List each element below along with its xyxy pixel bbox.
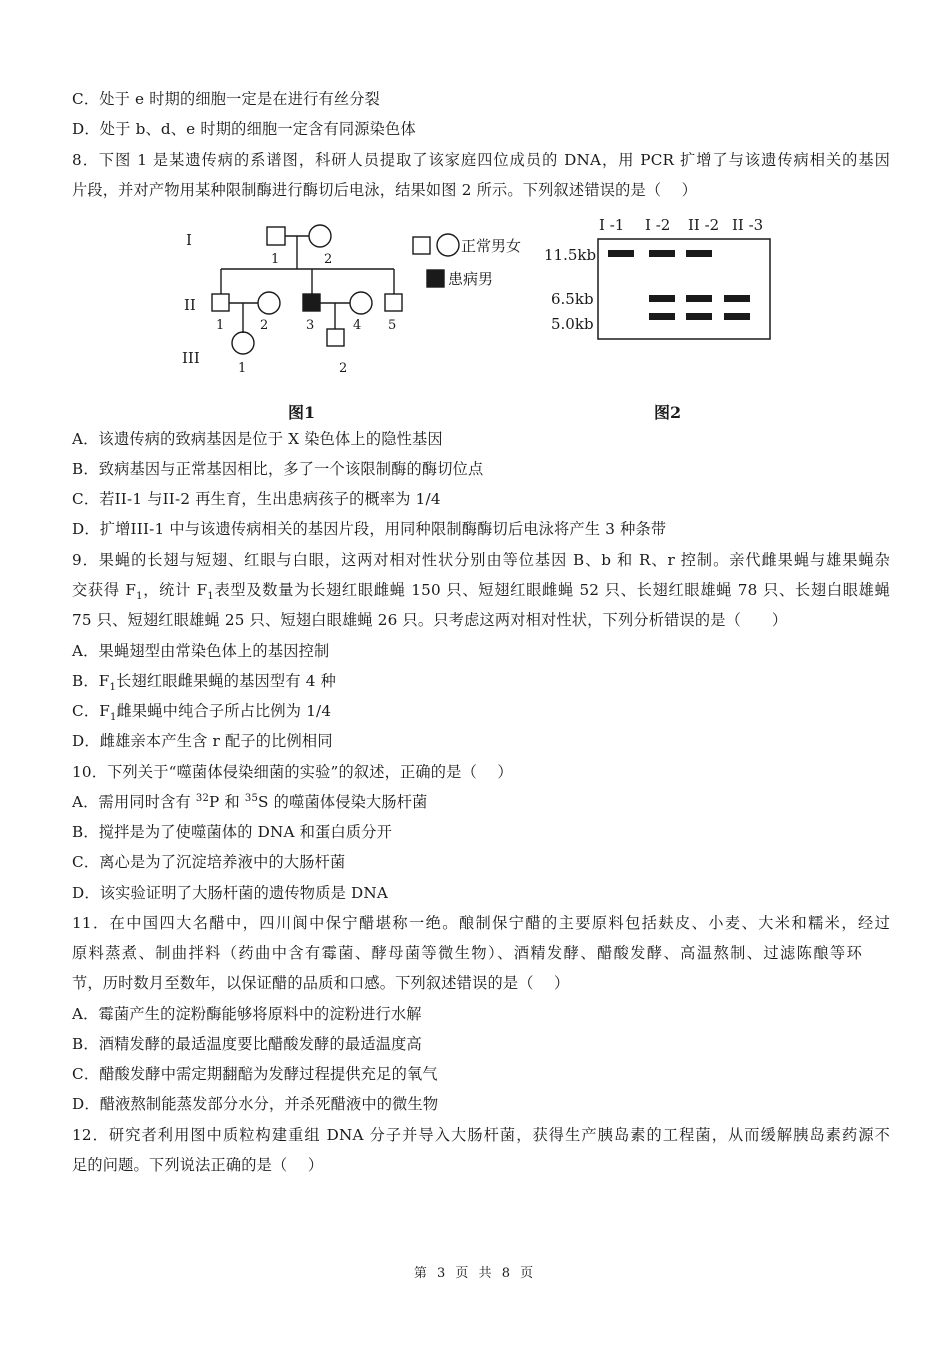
q11-option-b: B．酒精发酵的最适温度要比醋酸发酵的最适温度高 bbox=[72, 1035, 422, 1053]
q11-option-d: D．醋液熬制能蒸发部分水分，并杀死醋液中的微生物 bbox=[72, 1095, 439, 1113]
band-II3-5.0kb bbox=[724, 313, 750, 320]
individual-II5-normal-male bbox=[385, 294, 402, 311]
q11-option-a: A．霉菌产生的淀粉酶能够将原料中的淀粉进行水解 bbox=[72, 1005, 422, 1023]
q10-option-a: A．需用同时含有 $^{32}$P 和 $^{35}$S 的噬菌体侵染大肠杆菌 bbox=[72, 792, 428, 811]
number-II4: 4 bbox=[353, 318, 362, 333]
legend-affected-label: 患病男 bbox=[448, 270, 494, 288]
q10-stem: 10．下列关于“噬菌体侵染细菌的实验”的叙述，正确的是（ ） bbox=[72, 763, 513, 781]
individual-I2-normal-female bbox=[309, 225, 331, 247]
individual-I1-normal-male bbox=[267, 227, 285, 245]
gel-lane-label-II2: II -2 bbox=[688, 216, 720, 234]
band-II2-6.5kb bbox=[686, 295, 712, 302]
q8-option-d: D．扩增III-1 中与该遗传病相关的基因片段，用同种限制酶酶切后电泳将产生 3 种条带 bbox=[72, 520, 667, 538]
legend-normal-female-symbol bbox=[437, 234, 459, 256]
q9-stem-line2: 交获得 $F_1$，统计 $F_1$表型及数量为长翅红眼雌蝇 150 只、短翅红眼雌蝇 52 只、长翅红眼雄蝇 78 只、长翅白眼雄蝇 bbox=[72, 581, 891, 603]
q10-option-d: D．该实验证明了大肠杆菌的遗传物质是 DNA bbox=[72, 884, 389, 902]
band-I2-5.0kb bbox=[649, 313, 675, 320]
individual-II3-affected-male bbox=[303, 294, 320, 311]
band-II2-11.5kb bbox=[686, 250, 712, 257]
gel-size-label-11.5kb: 11.5kb bbox=[544, 246, 597, 264]
q7-option-d: D．处于 b、d、e 时期的细胞一定含有同源染色体 bbox=[72, 120, 416, 138]
page-footer: 第 3 页 共 8 页 bbox=[413, 1266, 537, 1281]
band-I2-11.5kb bbox=[649, 250, 675, 257]
q11-stem-line3: 节，历时数月至数年，以保证醋的品质和口感。下列叙述错误的是（ ） bbox=[72, 974, 570, 992]
q11-option-c: C．醋酸发酵中需定期翻醅为发酵过程提供充足的氧气 bbox=[72, 1065, 438, 1083]
figure2-caption: 图2 bbox=[654, 403, 682, 422]
band-II2-5.0kb bbox=[686, 313, 712, 320]
q9-stem-line1: 9．果蝇的长翅与短翅、红眼与白眼，这两对相对性状分别由等位基因 B、b 和 R、r 控制。亲代雌果蝇与雄果蝇杂 bbox=[72, 551, 890, 569]
number-I2: 2 bbox=[324, 252, 333, 267]
number-III1: 1 bbox=[238, 361, 247, 376]
q10-option-c: C．离心是为了沉淀培养液中的大肠杆菌 bbox=[72, 853, 346, 871]
q12-stem-line1: 12．研究者利用图中质粒构建重组 DNA 分子并导入大肠杆菌，获得生产胰岛素的工程菌，从而缓解胰岛素药源不 bbox=[72, 1126, 890, 1144]
legend-normal-male-symbol bbox=[413, 237, 430, 254]
q8-option-c: C．若II-1 与II-2 再生育，生出患病孩子的概率为 1/4 bbox=[72, 490, 441, 508]
individual-II2-normal-female bbox=[258, 292, 280, 314]
individual-III2-normal-male bbox=[327, 329, 344, 346]
q12-stem-line2: 足的问题。下列说法正确的是（ ） bbox=[72, 1156, 324, 1174]
band-I2-6.5kb bbox=[649, 295, 675, 302]
q9-option-b: B．$F_1$长翅红眼雌果蝇的基因型有 4 种 bbox=[72, 672, 337, 694]
electrophoresis-gel-figure bbox=[538, 208, 778, 343]
individual-III1-normal-female bbox=[232, 332, 254, 354]
q11-stem-line1: 11．在中国四大名醋中，四川阆中保宁醋堪称一绝。酿制保宁醋的主要原料包括麸皮、小麦、大米和糯米，经过 bbox=[72, 914, 890, 932]
number-II2: 2 bbox=[260, 318, 269, 333]
q9-option-d: D．雌雄亲本产生含 r 配子的比例相同 bbox=[72, 732, 333, 750]
generation-label-I: I bbox=[186, 231, 192, 249]
pedigree-figure bbox=[180, 212, 540, 382]
band-II3-6.5kb bbox=[724, 295, 750, 302]
number-II3: 3 bbox=[306, 318, 315, 333]
q9-option-c: C．$F_1$雌果蝇中纯合子所占比例为 1/4 bbox=[72, 702, 332, 724]
figure1-caption: 图1 bbox=[288, 403, 316, 422]
q8-option-b: B．致病基因与正常基因相比，多了一个该限制酶的酶切位点 bbox=[72, 460, 484, 478]
gel-lane-label-II3: II -3 bbox=[732, 216, 764, 234]
q8-stem-line2: 片段，并对产物用某种限制酶进行酶切后电泳，结果如图 2 所示。下列叙述错误的是（ ） bbox=[72, 181, 698, 199]
gel-size-label-6.5kb: 6.5kb bbox=[551, 290, 594, 308]
number-I1: 1 bbox=[271, 252, 280, 267]
band-I1-11.5kb bbox=[608, 250, 634, 257]
legend-affected-male-symbol bbox=[427, 270, 444, 287]
q10-option-b: B．搅拌是为了使噬菌体的 DNA 和蛋白质分开 bbox=[72, 823, 393, 841]
q8-option-a: A．该遗传病的致病基因是位于 X 染色体上的隐性基因 bbox=[72, 430, 443, 448]
q9-stem-line3: 75 只、短翅红眼雄蝇 25 只、短翅白眼雄蝇 26 只。只考虑这两对相对性状，下列分析错误的是（ ） bbox=[72, 611, 788, 629]
gel-lane-label-I1: I -1 bbox=[599, 216, 625, 234]
number-II5: 5 bbox=[388, 318, 397, 333]
q8-stem-line1: 8．下图 1 是某遗传病的系谱图，科研人员提取了该家庭四位成员的 DNA，用 PCR 扩增了与该遗传病相关的基因 bbox=[72, 151, 890, 169]
gel-size-label-5.0kb: 5.0kb bbox=[551, 315, 594, 333]
individual-II4-normal-female bbox=[350, 292, 372, 314]
individual-II1-normal-male bbox=[212, 294, 229, 311]
q11-stem-line2: 原料蒸煮、制曲拌料（药曲中含有霉菌、酵母菌等微生物）、酒精发酵、醋酸发酵、高温熬制、过滤陈酿等环 bbox=[72, 944, 862, 962]
number-III2: 2 bbox=[339, 361, 348, 376]
legend-normal-label: 正常男女 bbox=[461, 237, 522, 255]
gel-lane-label-I2: I -2 bbox=[645, 216, 671, 234]
q9-option-a: A．果蝇翅型由常染色体上的基因控制 bbox=[72, 642, 330, 660]
generation-label-III: III bbox=[182, 349, 200, 367]
number-II1: 1 bbox=[216, 318, 225, 333]
q7-option-c: C．处于 e 时期的细胞一定是在进行有丝分裂 bbox=[72, 90, 381, 108]
generation-label-II: II bbox=[184, 296, 196, 314]
